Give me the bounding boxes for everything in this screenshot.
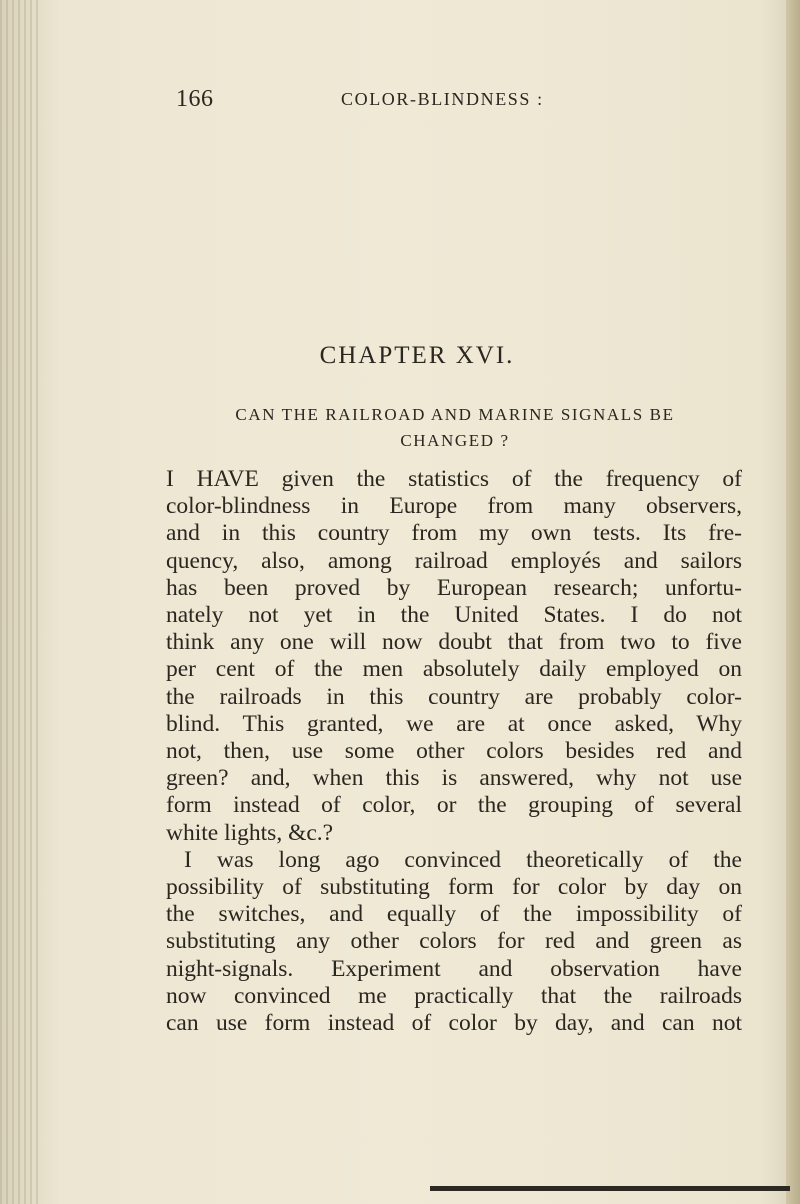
- body-text: [166, 466, 742, 1037]
- text-line: night-signals. Experiment and observation have: [166, 955, 742, 982]
- text-line: not, then, use some other colors besides red and: [166, 738, 742, 765]
- page-number: 166: [176, 86, 214, 112]
- text-line: form instead of color, or the grouping of several: [166, 792, 742, 819]
- text-line: green? and, when this is answered, why not use: [166, 765, 742, 792]
- text-line: has been proved by European research; unfortu-: [166, 574, 742, 601]
- paragraph: [166, 466, 742, 847]
- chapter-title: CHAPTER XVI.: [319, 342, 515, 369]
- text-line: per cent of the men absolutely daily employed on: [166, 656, 742, 683]
- text-line: the railroads in this country are probably color-: [166, 683, 742, 710]
- running-head: COLOR-BLINDNESS :: [341, 89, 544, 109]
- chapter-subtitle: [165, 402, 745, 454]
- page-header: [176, 86, 736, 116]
- text-line: and in this country from my own tests. Its fre-: [166, 520, 742, 547]
- text-line: nately not yet in the United States. I do not: [166, 602, 742, 629]
- text-line: can use form instead of color by day, and can not: [166, 1010, 742, 1037]
- text-line: possibility of substituting form for color by day on: [166, 874, 742, 901]
- chapter-subtitle-line: CHANGED ?: [400, 431, 510, 450]
- page-bottom-rule: [430, 1186, 790, 1191]
- chapter-subtitle-line: CAN THE RAILROAD AND MARINE SIGNALS BE: [235, 405, 675, 424]
- text-line: I was long ago convinced theoretically of the: [184, 846, 742, 873]
- text-line: think any one will now doubt that from two to five: [166, 629, 742, 656]
- text-line: quency, also, among railroad employés and sailors: [166, 547, 742, 574]
- paragraph: [166, 847, 742, 1037]
- text-line: color-blindness in Europe from many observers,: [166, 493, 742, 520]
- page-edge: [786, 0, 800, 1204]
- page-gutter-shadow: [0, 0, 40, 1204]
- text-line: substituting any other colors for red and green as: [166, 928, 742, 955]
- text-line: I HAVE given the statistics of the frequency of: [166, 466, 742, 492]
- text-line: the switches, and equally of the impossibility of: [166, 901, 742, 928]
- text-line: blind. This granted, we are at once asked, Why: [166, 710, 742, 737]
- text-line: now convinced me practically that the railroads: [166, 982, 742, 1009]
- text-line: white lights, &c.?: [166, 819, 334, 846]
